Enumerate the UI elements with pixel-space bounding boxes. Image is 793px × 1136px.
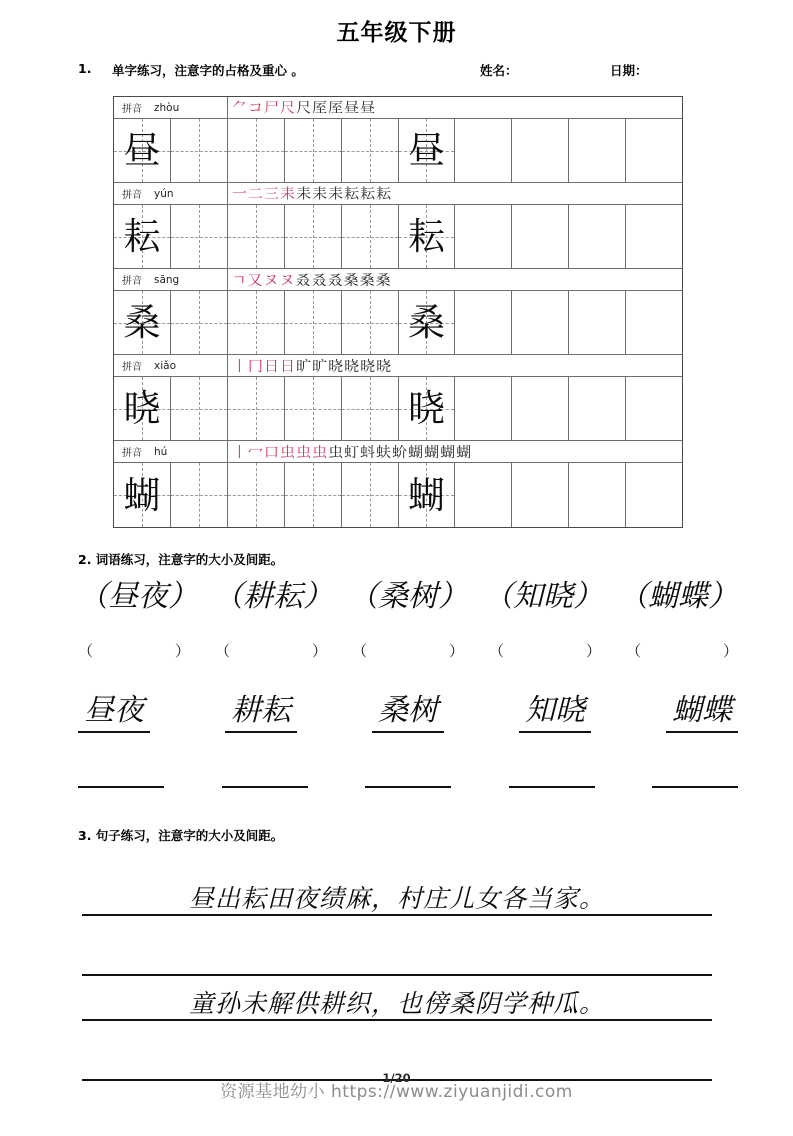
stroke-glyph: 旷 (296, 356, 312, 375)
character-grid-cell[interactable] (455, 463, 512, 527)
character-grid-cell[interactable] (228, 377, 285, 440)
stroke-glyph: 虰 (344, 442, 360, 461)
stroke-order-sequence (228, 97, 682, 118)
character-grid-cell[interactable] (569, 205, 626, 268)
character-grid-cell[interactable] (399, 205, 456, 268)
page-number: 1/20 (382, 1071, 411, 1085)
word-underlined: 知晓 (519, 694, 591, 733)
stroke-glyph: 蝴 (424, 442, 440, 461)
character-grid-cell[interactable] (171, 119, 228, 182)
character-grid-cell[interactable] (512, 377, 569, 440)
stroke-glyph: 蝴 (456, 442, 472, 461)
stroke-glyph: コ (248, 98, 264, 117)
character-grid-cell[interactable] (285, 291, 342, 354)
stroke-order-sequence (228, 355, 682, 376)
stroke-glyph: 耘 (344, 184, 360, 203)
practice-character: 耘 (123, 215, 161, 258)
pinyin-label: 拼音 (122, 276, 142, 287)
stroke-glyph: 虫 (296, 442, 312, 461)
character-grid-cell[interactable] (228, 205, 285, 268)
pinyin-label: 拼音 (122, 362, 142, 373)
pinyin-value: hú (154, 445, 168, 458)
pinyin-label: 拼音 (122, 448, 142, 459)
character-grid-cell[interactable] (512, 291, 569, 354)
paren-close: ） (448, 642, 464, 660)
word-practice-row-underlined (78, 694, 738, 733)
paren-open: （ (626, 642, 642, 660)
character-grid-cell[interactable] (569, 291, 626, 354)
pinyin-cell (114, 183, 228, 204)
character-grid-cell[interactable] (285, 377, 342, 440)
pinyin-cell (114, 97, 228, 118)
character-grid-row (114, 205, 682, 269)
stroke-glyph: ヌ (279, 270, 295, 289)
character-grid-cell[interactable] (114, 205, 171, 268)
word-underlined: 蝴蝶 (666, 694, 738, 733)
character-grid-cell[interactable] (171, 291, 228, 354)
character-grid-cell[interactable] (399, 463, 456, 527)
practice-character: 晓 (123, 387, 161, 430)
word-blank-line[interactable] (78, 784, 164, 788)
stroke-glyph: ⺈ (232, 98, 248, 117)
character-grid-cell[interactable] (569, 119, 626, 182)
word-underlined: 昼夜 (78, 694, 150, 733)
practice-character: 昼 (407, 129, 445, 172)
character-grid-cell[interactable] (626, 119, 682, 182)
stroke-glyph: 尺 (280, 98, 296, 117)
stroke-glyph: 三 (264, 184, 280, 203)
word-parenthesized: （蝴蝶） (618, 579, 738, 614)
character-grid-cell[interactable] (455, 205, 512, 268)
stroke-order-sequence (228, 183, 682, 204)
character-grid-cell[interactable] (399, 291, 456, 354)
stroke-glyph: 虫 (328, 442, 344, 461)
word-blank-line[interactable] (365, 784, 451, 788)
character-grid-cell[interactable] (342, 119, 399, 182)
word-blank-paren[interactable] (352, 644, 464, 659)
stroke-order-sequence (228, 269, 682, 290)
date-field-label: 日期： (610, 63, 648, 78)
character-grid-row (114, 119, 682, 183)
stroke-order-row (114, 97, 682, 119)
stroke-glyph: 蝴 (440, 442, 456, 461)
paren-close: ） (722, 642, 738, 660)
character-grid-cell[interactable] (512, 205, 569, 268)
stroke-glyph: 桑 (375, 270, 391, 289)
character-grid-cell[interactable] (342, 377, 399, 440)
practice-character: 耘 (407, 215, 445, 258)
stroke-glyph: 蚪 (360, 442, 376, 461)
stroke-glyph: 冂 (248, 356, 264, 375)
paren-open: （ (78, 642, 94, 660)
character-grid-row (114, 463, 682, 527)
watermark-text: 资源基地幼小 https://www.ziyuanjidi.com (220, 1082, 573, 1102)
character-grid-cell[interactable] (569, 377, 626, 440)
word-parenthesized: （耕耘） (213, 579, 333, 614)
paren-open: （ (215, 642, 231, 660)
stroke-glyph: ㄱ (232, 270, 247, 289)
pinyin-value: xiǎo (154, 359, 176, 372)
word-blank-paren[interactable] (489, 644, 601, 659)
stroke-glyph: 蚧 (392, 442, 408, 461)
stroke-glyph: 蝴 (408, 442, 424, 461)
stroke-glyph: 耒 (328, 184, 344, 203)
stroke-glyph: 口 (264, 442, 280, 461)
section1-number: 1. (78, 61, 92, 76)
stroke-glyph: 晓 (328, 356, 344, 375)
practice-character: 桑 (407, 301, 445, 344)
stroke-order-row (114, 183, 682, 205)
stroke-glyph: 丨 (232, 442, 248, 461)
page-title: 五年级下册 (336, 20, 457, 46)
pinyin-label: 拼音 (122, 190, 142, 201)
character-grid-cell[interactable] (114, 463, 171, 527)
name-field-label: 姓名： (480, 63, 518, 78)
stroke-glyph: 旷 (312, 356, 328, 375)
character-grid-cell[interactable] (285, 205, 342, 268)
paren-close: ） (311, 642, 327, 660)
practice-character: 桑 (123, 301, 161, 344)
word-practice-blank-lines-row (78, 784, 738, 788)
character-grid-cell[interactable] (455, 377, 512, 440)
character-grid-row (114, 377, 682, 441)
character-grid-cell[interactable] (171, 463, 228, 527)
practice-character: 昼 (123, 129, 161, 172)
stroke-glyph: 昼 (344, 98, 360, 117)
stroke-order-sequence (228, 441, 682, 462)
pinyin-value: yún (154, 187, 174, 200)
character-grid-cell[interactable] (228, 463, 285, 527)
stroke-glyph: 桑 (343, 270, 359, 289)
practice-character: 晓 (407, 387, 445, 430)
stroke-glyph: 蚨 (376, 442, 392, 461)
character-grid-cell[interactable] (626, 291, 682, 354)
word-parenthesized: （昼夜） (78, 579, 198, 614)
stroke-glyph: 昼 (360, 98, 376, 117)
character-grid-cell[interactable] (114, 377, 171, 440)
stroke-order-row (114, 441, 682, 463)
character-practice-table (113, 96, 683, 528)
stroke-glyph: 日 (264, 356, 280, 375)
stroke-glyph: 晓 (344, 356, 360, 375)
character-grid-cell[interactable] (342, 291, 399, 354)
stroke-glyph: 晓 (376, 356, 392, 375)
character-grid-cell[interactable] (228, 291, 285, 354)
character-grid-cell[interactable] (569, 463, 626, 527)
stroke-glyph: 虫 (312, 442, 328, 461)
stroke-glyph: 晓 (360, 356, 376, 375)
word-blank-line[interactable] (509, 784, 595, 788)
stroke-glyph: 耒 (296, 184, 312, 203)
section1-instruction: 单字练习，注意字的占格及重心 。 (112, 63, 304, 78)
section2-heading: 2. 词语练习，注意字的大小及间距。 (78, 552, 284, 567)
character-practice-block (114, 269, 682, 355)
word-underlined: 桑树 (372, 694, 444, 733)
character-grid-cell[interactable] (171, 377, 228, 440)
pinyin-cell (114, 355, 228, 376)
word-blank-paren[interactable] (78, 644, 190, 659)
practice-character: 蝴 (123, 473, 161, 517)
character-grid-cell[interactable] (512, 119, 569, 182)
character-grid-cell[interactable] (342, 205, 399, 268)
stroke-glyph: 耒 (312, 184, 328, 203)
stroke-glyph: 尺 (296, 98, 312, 117)
word-practice-row-parenthesized (78, 579, 738, 614)
pinyin-value: zhòu (154, 101, 180, 114)
stroke-glyph: 耒 (280, 184, 296, 203)
character-grid-cell[interactable] (399, 377, 456, 440)
stroke-glyph: 耘 (360, 184, 376, 203)
word-blank-line[interactable] (652, 784, 738, 788)
stroke-glyph: 厔 (312, 98, 328, 117)
pinyin-cell (114, 441, 228, 462)
stroke-glyph: 日 (280, 356, 296, 375)
stroke-glyph: 尸 (264, 98, 280, 117)
stroke-glyph: ヌ (263, 270, 279, 289)
paren-close: ） (585, 642, 601, 660)
character-grid-cell[interactable] (626, 377, 682, 440)
pinyin-cell (114, 269, 228, 290)
sentence-text-2: 童孙未解供耕织，也傍桑阴学种瓜。 (188, 988, 605, 1018)
character-practice-block (114, 355, 682, 441)
character-practice-block (114, 183, 682, 269)
practice-character: 蝴 (407, 473, 445, 517)
character-grid-cell[interactable] (114, 291, 171, 354)
character-grid-cell[interactable] (626, 205, 682, 268)
character-grid-cell[interactable] (455, 119, 512, 182)
stroke-order-row (114, 355, 682, 377)
section3-heading: 3. 句子练习，注意字的大小及间距。 (78, 828, 284, 843)
stroke-glyph: 叒 (327, 270, 343, 289)
stroke-order-row (114, 269, 682, 291)
pinyin-label: 拼音 (122, 104, 142, 115)
character-grid-cell[interactable] (399, 119, 456, 182)
pinyin-value: sāng (154, 273, 180, 286)
paren-open: （ (489, 642, 505, 660)
character-grid-cell[interactable] (114, 119, 171, 182)
character-practice-block (114, 441, 682, 527)
character-grid-cell[interactable] (171, 205, 228, 268)
sentence-text-1: 昼出耘田夜绩麻，村庄儿女各当家。 (188, 883, 605, 913)
word-blank-line[interactable] (222, 784, 308, 788)
stroke-glyph: 一 (232, 184, 248, 203)
character-grid-cell[interactable] (228, 119, 285, 182)
character-grid-cell[interactable] (626, 463, 682, 527)
character-grid-cell[interactable] (285, 463, 342, 527)
sentence-row-1 (82, 864, 712, 916)
word-practice-blank-parens-row (78, 644, 738, 659)
word-blank-paren[interactable] (626, 644, 738, 659)
stroke-glyph: 冖 (248, 442, 264, 461)
paren-close: ） (174, 642, 190, 660)
section1-header (0, 61, 793, 85)
word-blank-paren[interactable] (215, 644, 327, 659)
stroke-glyph: 桑 (359, 270, 375, 289)
stroke-glyph: 耘 (376, 184, 392, 203)
word-underlined: 耕耘 (225, 694, 297, 733)
character-practice-block (114, 97, 682, 183)
sentence-row-2 (82, 969, 712, 1021)
character-grid-cell[interactable] (285, 119, 342, 182)
character-grid-cell[interactable] (342, 463, 399, 527)
word-parenthesized: （知晓） (483, 579, 603, 614)
character-grid-row (114, 291, 682, 355)
stroke-glyph: 又 (247, 270, 263, 289)
stroke-glyph: 叒 (311, 270, 327, 289)
stroke-glyph: 虫 (280, 442, 296, 461)
paren-open: （ (352, 642, 368, 660)
stroke-glyph: 叒 (295, 270, 311, 289)
stroke-glyph: 二 (248, 184, 264, 203)
stroke-glyph: 厔 (328, 98, 344, 117)
stroke-glyph: 丨 (232, 356, 248, 375)
character-grid-cell[interactable] (455, 291, 512, 354)
character-grid-cell[interactable] (512, 463, 569, 527)
word-parenthesized: （桑树） (348, 579, 468, 614)
